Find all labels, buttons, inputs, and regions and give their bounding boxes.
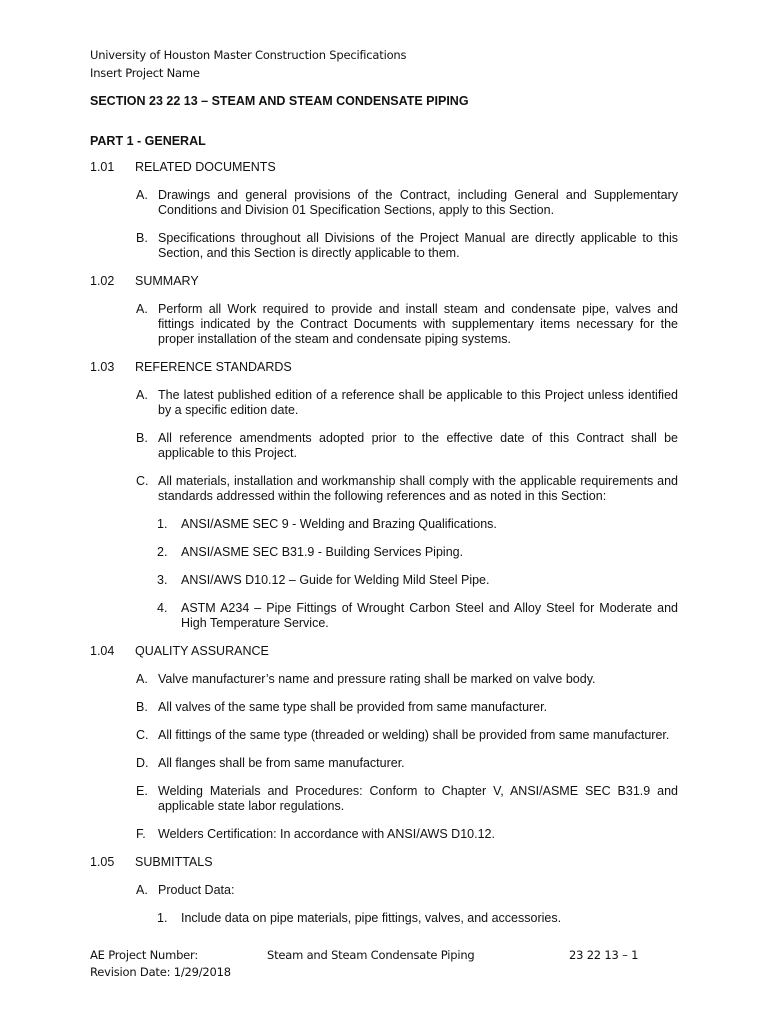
- article-number: 1.02: [90, 274, 115, 288]
- subparagraph: [157, 573, 678, 588]
- subparagraph-text: ANSI/AWS D10.12 – Guide for Welding Mild Steel Pipe.: [181, 573, 490, 587]
- part-title: PART 1 - GENERAL: [90, 134, 206, 148]
- paragraph-letter: C.: [136, 474, 149, 488]
- subparagraph-text: ANSI/ASME SEC B31.9 - Building Services Piping.: [181, 545, 464, 559]
- article-title: QUALITY ASSURANCE: [135, 644, 269, 658]
- paragraph: [136, 388, 678, 418]
- paragraph-text: All reference amendments adopted prior to the effective date of this Contract shall be applicable to this Project.: [158, 431, 678, 460]
- page-header: [90, 46, 406, 82]
- subparagraph: [157, 911, 678, 926]
- paragraph-text: All valves of the same type shall be provided from same manufacturer.: [158, 700, 548, 714]
- article-title: SUBMITTALS: [135, 855, 213, 869]
- paragraph: [136, 672, 678, 687]
- subparagraph-text: Include data on pipe materials, pipe fittings, valves, and accessories.: [181, 911, 562, 925]
- paragraph-letter: B.: [136, 431, 148, 445]
- paragraph: [136, 474, 678, 504]
- paragraph-letter: F.: [136, 827, 146, 841]
- paragraph-letter: A.: [136, 883, 148, 897]
- article-number: 1.04: [90, 644, 115, 658]
- paragraph-letter: D.: [136, 756, 149, 770]
- paragraph: [136, 728, 678, 743]
- paragraph-letter: E.: [136, 784, 148, 798]
- article-number: 1.05: [90, 855, 115, 869]
- article-heading: [0, 855, 768, 870]
- paragraph-text: Drawings and general provisions of the Contract, including General and Supplementary Conditions and Division 01 Specification Sections, apply to this Section.: [158, 188, 678, 217]
- paragraph-text: All flanges shall be from same manufacturer.: [158, 756, 405, 770]
- footer-left: [90, 947, 231, 981]
- subparagraph-number: 2.: [157, 545, 168, 559]
- document-body: [0, 160, 768, 939]
- paragraph-letter: A.: [136, 672, 148, 686]
- paragraph-text: All fittings of the same type (threaded or welding) shall be provided from same manufacturer.: [158, 728, 670, 742]
- subparagraph-number: 1.: [157, 517, 168, 531]
- paragraph: [136, 756, 678, 771]
- footer-revision-date: Revision Date: 1/29/2018: [90, 965, 231, 979]
- subparagraph-text: ASTM A234 – Pipe Fittings of Wrought Carbon Steel and Alloy Steel for Moderate and High Temperature Service.: [181, 601, 678, 630]
- paragraph-text: Welding Materials and Procedures: Conform to Chapter V, ANSI/ASME SEC B31.9 and applicable state labor regulations.: [158, 784, 678, 813]
- article-heading: [0, 360, 768, 375]
- paragraph-letter: B.: [136, 231, 148, 245]
- footer-project-number: AE Project Number:: [90, 948, 199, 962]
- paragraph-letter: A.: [136, 188, 148, 202]
- subparagraph: [157, 517, 678, 532]
- paragraph: [136, 827, 678, 842]
- article-number: 1.03: [90, 360, 115, 374]
- paragraph: [136, 231, 678, 261]
- paragraph-letter: A.: [136, 388, 148, 402]
- paragraph-text: Welders Certification: In accordance with ANSI/AWS D10.12.: [158, 827, 495, 841]
- footer-page-number: 23 22 13 – 1: [569, 948, 639, 962]
- article-heading: [0, 274, 768, 289]
- paragraph-text: Product Data:: [158, 883, 235, 897]
- paragraph-letter: A.: [136, 302, 148, 316]
- article-title: RELATED DOCUMENTS: [135, 160, 276, 174]
- footer-doc-title: Steam and Steam Condensate Piping: [267, 948, 475, 962]
- article-number: 1.01: [90, 160, 115, 174]
- section-title: SECTION 23 22 13 – STEAM AND STEAM CONDENSATE PIPING: [90, 94, 469, 108]
- paragraph: [136, 784, 678, 814]
- subparagraph: [157, 601, 678, 631]
- subparagraph-number: 3.: [157, 573, 168, 587]
- paragraph: [136, 883, 678, 898]
- header-line-2: Insert Project Name: [90, 66, 200, 80]
- paragraph-letter: C.: [136, 728, 149, 742]
- subparagraph-number: 1.: [157, 911, 168, 925]
- article-heading: [0, 644, 768, 659]
- article-title: REFERENCE STANDARDS: [135, 360, 292, 374]
- header-line-1: University of Houston Master Construction Specifications: [90, 48, 407, 62]
- paragraph: [136, 431, 678, 461]
- paragraph-letter: B.: [136, 700, 148, 714]
- article-heading: [0, 160, 768, 175]
- paragraph: [136, 188, 678, 218]
- paragraph: [136, 700, 678, 715]
- subparagraph-number: 4.: [157, 601, 168, 615]
- paragraph-text: Specifications throughout all Divisions of the Project Manual are directly applicable to this Section, and this Section is directly applicable to them.: [158, 231, 678, 260]
- paragraph: [136, 302, 678, 347]
- paragraph-text: All materials, installation and workmanship shall comply with the applicable requirements and standards addressed within the following references and as noted in this Section:: [158, 474, 678, 503]
- paragraph-text: The latest published edition of a reference shall be applicable to this Project unless identified by a specific edition date.: [158, 388, 678, 417]
- subparagraph-text: ANSI/ASME SEC 9 - Welding and Brazing Qualifications.: [181, 517, 497, 531]
- paragraph-text: Valve manufacturer’s name and pressure rating shall be marked on valve body.: [158, 672, 596, 686]
- paragraph-text: Perform all Work required to provide and install steam and condensate pipe, valves and fittings indicated by the Contract Documents with supplementary items necessary for the proper installation of the steam and condensate piping systems.: [158, 302, 678, 346]
- subparagraph: [157, 545, 678, 560]
- article-title: SUMMARY: [135, 274, 199, 288]
